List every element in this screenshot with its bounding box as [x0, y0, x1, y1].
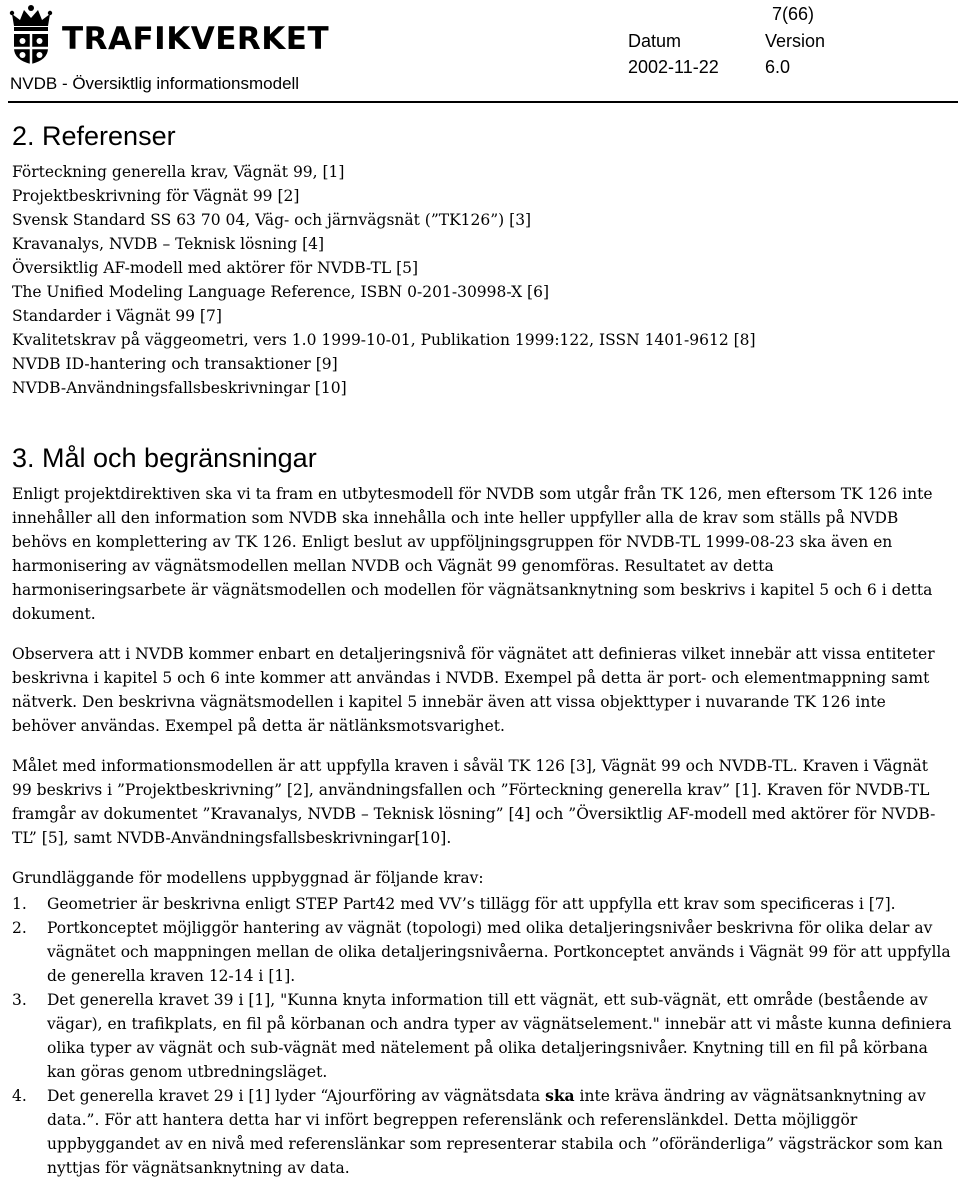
page-number: 7(66) [772, 4, 815, 24]
list-item-text: Portkonceptet möjliggör hantering av vägnät (topologi) med olika detaljeringsnivåer beskrivna för olika delar av vägnätet och mappningen mellan de olika detaljeringsnivåerna. Portkonceptet används i Vägnät 99 för att uppfylla de generella kraven 12-14 i [1]. [47, 919, 951, 985]
section-goals-limitations [12, 440, 952, 1180]
list-item-text: Geometrier är beskrivna enligt STEP Part42 med VV’s tillägg för att uppfylla ett krav som specificeras i [7]. [47, 895, 896, 913]
reference-list [12, 160, 952, 400]
reference-item: Förteckning generella krav, Vägnät 99, [1] [12, 163, 345, 181]
reference-item: Översiktlig AF-modell med aktörer för NVDB-TL [5] [12, 259, 419, 277]
paragraph: Målet med informationsmodellen är att uppfylla kraven i såväl TK 126 [3], Vägnät 99 och NVDB-TL. Kraven i Vägnät 99 beskrivs i ”Projektbeskrivning” [2], användningsfallen och ”Förteckning generella krav” [1]. Kraven för NVDB-TL framgår av dokumentet ”Kravanalys, NVDB – Teknisk lösning” [4] och ”Översiktlig AF-modell med aktörer för NVDB-TL” [5], samt NVDB-Användningsfallsbeskrivningar[10]. [12, 757, 936, 847]
paragraph: Observera att i NVDB kommer enbart en detaljeringsnivå för vägnätet att definieras vilket innebär att vissa entiteter beskrivna i kapitel 5 och 6 inte kommer att användas i NVDB. Exempel på detta är port- och elementmappning samt nätverk. Den beskrivna vägnätsmodellen i kapitel 5 innebär även att vissa objekttyper i nuvarande TK 126 inte behöver användas. Exempel på detta är nätlänksmotsvarighet. [12, 645, 935, 735]
requirements-intro: Grundläggande för modellens uppbyggnad är följande krav: [12, 869, 484, 887]
date-block [628, 28, 719, 80]
reference-item: Kravanalys, NVDB – Teknisk lösning [4] [12, 235, 325, 253]
requirements-list [12, 892, 952, 1180]
date-value: 2002-11-22 [628, 57, 719, 77]
section-references [12, 118, 952, 400]
reference-item: NVDB-Användningsfallsbeskrivningar [10] [12, 379, 347, 397]
page-header [0, 0, 960, 110]
text-run: Det generella kravet 29 i [1] lyder “Ajourföring av vägnätsdata [47, 1087, 546, 1105]
header-divider [8, 101, 958, 103]
document-title: NVDB - Översiktlig informationsmodell [10, 74, 300, 93]
reference-item: NVDB ID-hantering och transaktioner [9] [12, 355, 338, 373]
list-item [12, 892, 952, 916]
reference-item: Svensk Standard SS 63 70 04, Väg- och järnvägsnät (”TK126”) [3] [12, 211, 532, 229]
reference-item: The Unified Modeling Language Reference, ISBN 0-201-30998-X [6] [12, 283, 549, 301]
paragraph: Enligt projektdirektiven ska vi ta fram en utbytesmodell för NVDB som utgår från TK 126, men eftersom TK 126 inte innehåller all den information som NVDB ska innehålla och inte heller uppfyller alla de krav som ställs på NVDB behövs en komplettering av TK 126. Enligt beslut av uppföljningsgruppen för NVDB-TL 1999-08-23 ska även en harmonisering av vägnätsmodellen mellan NVDB och Vägnät 99 genomföras. Resultatet av detta harmoniseringsarbete är vägnätsmodellen och modellen för vägnätsanknytning som beskrivs i kapitel 5 och 6 i detta dokument. [12, 485, 933, 623]
document-body [12, 118, 952, 1180]
version-value: 6.0 [765, 57, 791, 77]
list-number: 3. [12, 991, 27, 1009]
list-item-text [47, 1087, 943, 1177]
list-number: 1. [12, 895, 27, 913]
section-heading-references: 2. Referenser [12, 121, 176, 151]
trafikverket-logo [6, 4, 336, 64]
brand-name: TRAFIKVERKET [62, 21, 330, 57]
list-number: 4. [12, 1087, 27, 1105]
crown-icon [6, 4, 56, 64]
section-heading-goals: 3. Mål och begränsningar [12, 443, 317, 473]
list-number: 2. [12, 919, 27, 937]
reference-item: Projektbeskrivning för Vägnät 99 [2] [12, 187, 300, 205]
list-item-text: Det generella kravet 39 i [1], "Kunna knyta information till ett vägnät, ett sub-vägnät, ett område (bestående av vägar), en trafikplats, en fil på körbanan och andra typer av vägnätselement." innebär att vi måste kunna definiera olika typer av vägnät och sub-vägnät med nätelement på olika detaljeringsnivåer. Knytning till en fil på körbana kan göras genom utbredningsläget. [47, 991, 952, 1081]
version-label: Version [765, 31, 826, 51]
reference-item: Standarder i Vägnät 99 [7] [12, 307, 222, 325]
list-item [12, 916, 952, 988]
date-label: Datum [628, 31, 682, 51]
reference-item: Kvalitetskrav på väggeometri, vers 1.0 1999-10-01, Publikation 1999:122, ISSN 1401-9612 [8] [12, 331, 756, 349]
emphasis: ska [545, 1086, 575, 1105]
version-block [765, 28, 825, 80]
text-run: inte kräva ändring av vägnätsanknytning av data.”. För att hantera detta har vi infört begreppen referenslänk och referenslänkdel. Detta möjliggör uppbyggandet av en nivå med referenslänkar som representerar stabila och ”oföränderliga” vägsträckor som kan nyttjas för vägnätsanknytning av data. [47, 1087, 943, 1177]
list-item [12, 988, 952, 1084]
list-item [12, 1084, 952, 1180]
